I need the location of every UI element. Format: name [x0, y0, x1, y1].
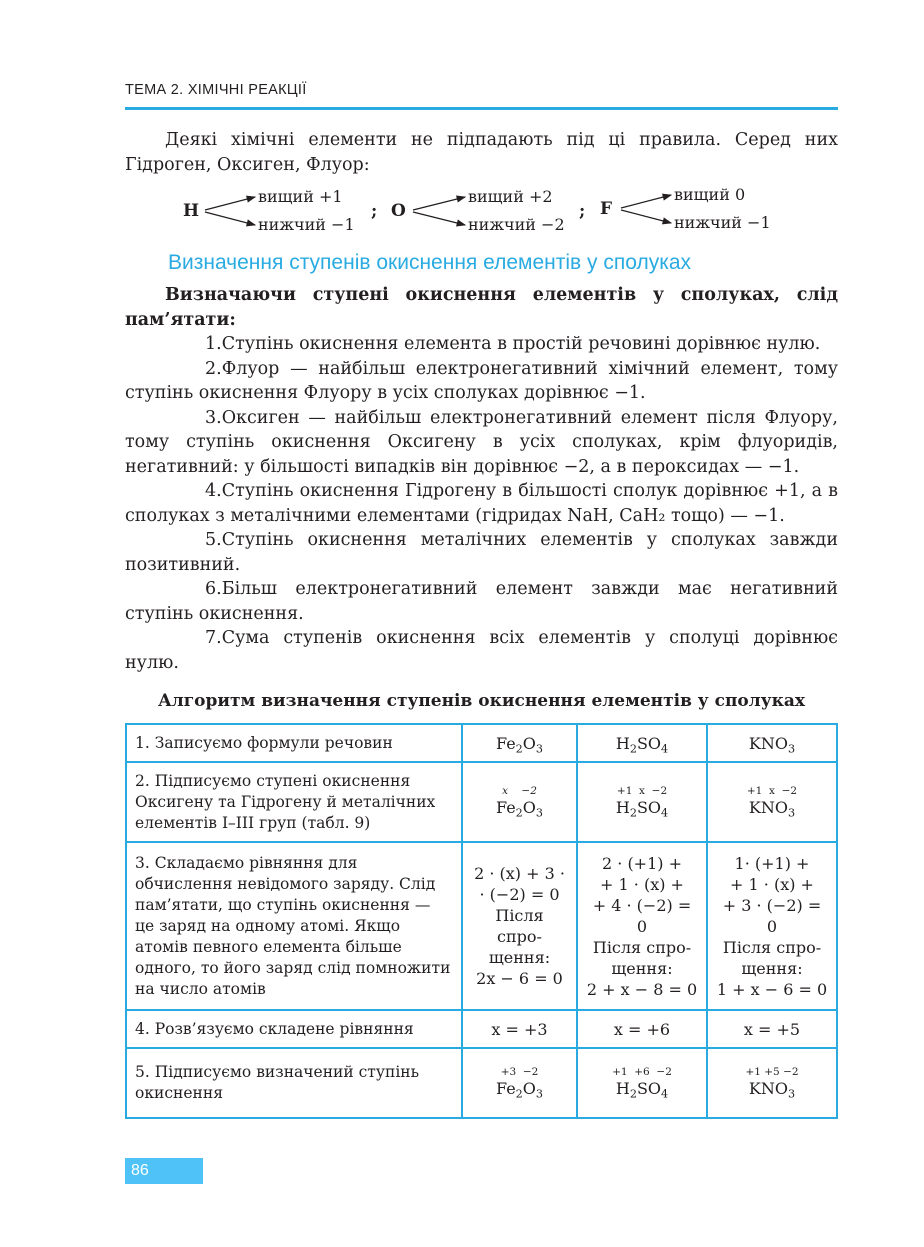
- h-high-label: вищий +1: [258, 187, 343, 206]
- page-number: 86: [125, 1158, 203, 1184]
- arrow-h-high: [205, 197, 255, 210]
- section-title: Визначення ступенів окиснення елементів у сполуках: [168, 251, 692, 274]
- step-cell: 5. Підписуємо визначений ступінь окиснення: [126, 1048, 462, 1118]
- separator-semicolon: ;: [579, 201, 586, 221]
- final-h2so4: +1 +6 −2 $H_2SO_4$: [577, 1048, 707, 1118]
- rule-item-2: 2.Флуор — найбільш електронегативний хімічний елемент, тому ступінь окиснення Флуору в усіх сполуках дорівнює −1.: [125, 358, 838, 403]
- header-rule: [125, 107, 838, 110]
- arrow-f-low: [621, 210, 671, 223]
- table-caption: Алгоритм визначення ступенів окиснення елементів у сполуках: [157, 691, 806, 711]
- o-high-label: вищий +2: [468, 187, 553, 206]
- table-row: [126, 1010, 837, 1048]
- formula-kno3: $KNO_3$: [707, 724, 837, 762]
- arrow-o-high: [413, 197, 465, 210]
- formula-h2so4: $H_2SO_4$: [577, 724, 707, 762]
- step-cell: 1. Записуємо формули речовин: [126, 724, 462, 762]
- table-row: [126, 724, 837, 762]
- algorithm-table: [125, 723, 838, 1119]
- intro-paragraph: Деякі хімічні елементи не підпадають під ці правила. Серед них Гідроген, Оксиген, Флуор:: [125, 130, 838, 175]
- solution-kno3: x = +5: [707, 1010, 837, 1048]
- step-cell: 4. Розв’язуємо складене рівняння: [126, 1010, 462, 1048]
- running-header: ТЕМА 2. ХІМІЧНІ РЕАКЦІЇ: [125, 82, 307, 98]
- arrow-o-low: [413, 212, 465, 225]
- f-low-label: нижчий −1: [674, 213, 771, 232]
- element-h: H: [183, 201, 200, 221]
- table-row: [126, 762, 837, 842]
- formula-h2so4-charged: +1 x −2 $H_2SO_4$: [577, 762, 707, 842]
- step-cell: 2. Підписуємо ступені окиснення Оксигену та Гідрогену й металічних елементів I–III груп (табл. 9): [126, 762, 462, 842]
- rule-item-3: 3.Оксиген — найбільш електронегативний елемент після Флуору, тому ступінь окиснення Оксигену в усіх сполуках, крім флуоридів, негативний: у більшості випадків він дорівнює −2, а в пероксидах — −1.: [125, 407, 838, 477]
- equation-kno3: 1· (+1) + + 1 · (x) + + 3 · (−2) = 0 Після спро- щення: 1 + x − 6 = 0: [707, 842, 837, 1010]
- oxidation-diagram: [125, 181, 838, 241]
- final-fe2o3: +3 −2 $Fe_2O_3$: [462, 1048, 577, 1118]
- f-high-label: вищий 0: [674, 185, 746, 204]
- page-content: [125, 128, 838, 1119]
- equation-fe2o3: 2 · (x) + 3 · · (−2) = 0 Після спро- щення: 2x − 6 = 0: [462, 842, 577, 1010]
- formula-fe2o3-charged: x −2 $Fe_2O_3$: [462, 762, 577, 842]
- h-low-label: нижчий −1: [258, 215, 355, 234]
- solution-h2so4: x = +6: [577, 1010, 707, 1048]
- formula-fe2o3: $Fe_2O_3$: [462, 724, 577, 762]
- step-cell: 3. Складаємо рівняння для обчислення невідомого заряду. Слід пам’ятати, що ступінь окиснення — це заряд на одному атомі. Якщо атомів певного елемента більше одного, то його заряд слід помножити на число атомів: [126, 842, 462, 1010]
- rules-intro: Визначаючи ступені окиснення елементів у сполуках, слід пам’ятати:: [125, 285, 838, 330]
- arrow-f-high: [621, 195, 671, 208]
- table-row: [126, 842, 837, 1010]
- table-row: [126, 1048, 837, 1118]
- arrow-h-low: [205, 212, 255, 225]
- rule-item-6: 6.Більш електронегативний елемент завжди має негативний ступінь окиснення.: [125, 579, 838, 624]
- rule-item-7: 7.Сума ступенів окиснення всіх елементів у сполуці дорівнює нулю.: [125, 628, 838, 673]
- formula-kno3-charged: +1 x −2 $KNO_3$: [707, 762, 837, 842]
- element-o: O: [391, 201, 406, 221]
- rule-item-1: 1.Ступінь окиснення елемента в простій речовині дорівнює нулю.: [205, 334, 821, 354]
- element-f: F: [600, 199, 613, 219]
- final-kno3: +1 +5 −2 $KNO_3$: [707, 1048, 837, 1118]
- rule-item-4: 4.Ступінь окиснення Гідрогену в більшості сполук дорівнює +1, а в сполуках з металічними елементами (гідридах NaH, CaH₂ тощо) — −1.: [125, 481, 838, 526]
- o-low-label: нижчий −2: [468, 215, 565, 234]
- separator-semicolon: ;: [371, 201, 378, 221]
- equation-h2so4: 2 · (+1) + + 1 · (x) + + 4 · (−2) = 0 Після спро- щення: 2 + x − 8 = 0: [577, 842, 707, 1010]
- solution-fe2o3: x = +3: [462, 1010, 577, 1048]
- rule-item-5: 5.Ступінь окиснення металічних елементів у сполуках завжди позитивний.: [125, 530, 838, 575]
